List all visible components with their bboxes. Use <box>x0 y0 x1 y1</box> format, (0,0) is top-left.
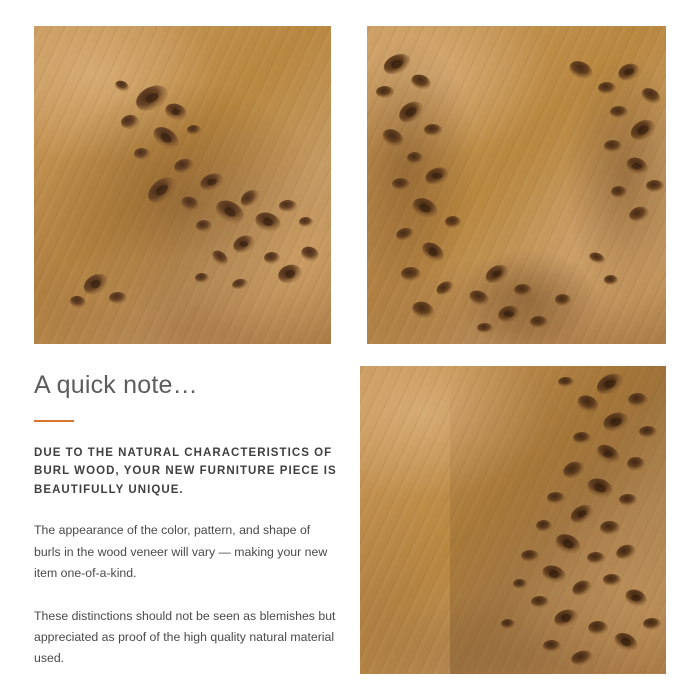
note-subheading: DUE TO THE NATURAL CHARACTERISTICS OF BURL WOOD, YOUR NEW FURNITURE PIECE IS BEAUTIFULLY UNIQUE. <box>34 446 337 497</box>
accent-divider <box>34 420 74 422</box>
note-paragraph-2: These distinctions should not be seen as blemishes but appreciated as proof of the high quality natural material used. <box>34 608 336 666</box>
burl-wood-veneer-closeup-top-right <box>367 26 666 344</box>
burl-wood-veneer-closeup-bottom-right <box>360 366 666 674</box>
burl-cluster-overlay <box>360 366 666 674</box>
burl-cluster-overlay <box>367 26 666 344</box>
burl-cluster-overlay <box>34 26 331 344</box>
burl-wood-veneer-closeup-top-left <box>34 26 331 344</box>
note-paragraph-1: The appearance of the color, pattern, and shape of burls in the wood veneer will vary — making your new item one-of-a-kind. <box>34 523 328 580</box>
page-title: A quick note… <box>34 371 198 399</box>
a-quick-note-block <box>34 372 340 669</box>
